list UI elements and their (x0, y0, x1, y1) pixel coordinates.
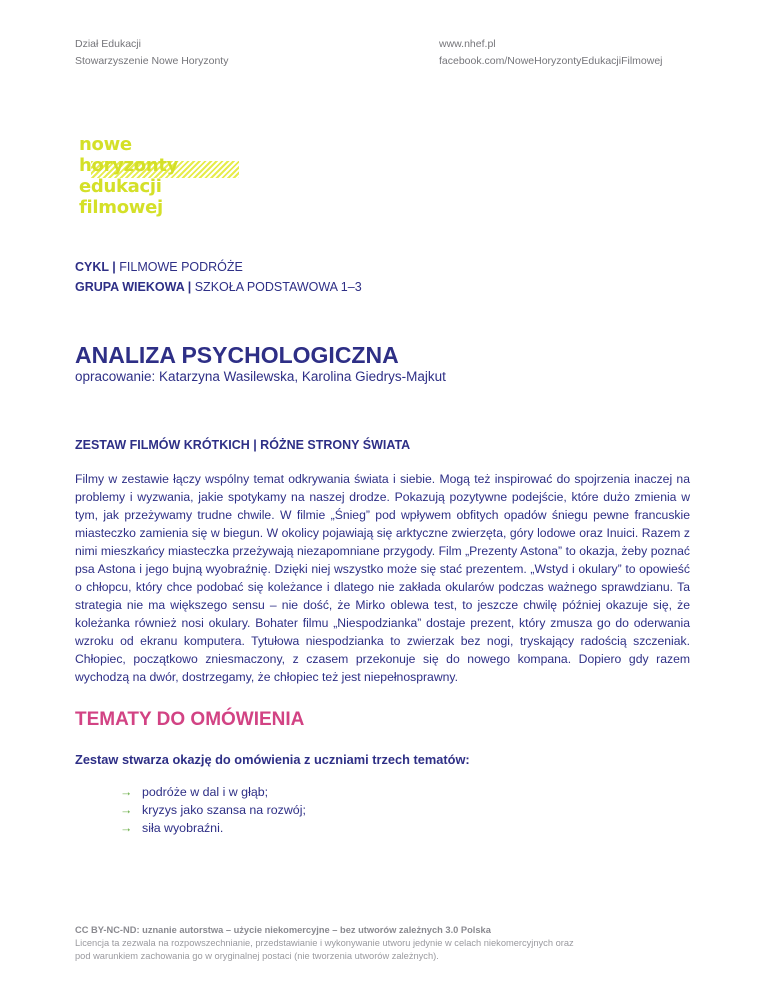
facebook-link[interactable]: facebook.com/NoweHoryzontyEdukacjiFilmowej (439, 55, 663, 67)
logo-line-2: horyzonty (79, 155, 179, 176)
age-group-label: GRUPA WIEKOWA | (75, 280, 192, 294)
arrow-right-icon: → (120, 803, 133, 817)
nowe-horyzonty-logo (79, 135, 239, 220)
logo-line-3: edukacji (79, 176, 162, 197)
description-paragraph: Filmy w zestawie łączy wspólny temat odkrywania świata i siebie. Mogą też inspirować do spojrzenia inaczej na problemy i wyzwania, jakie spotykamy na naszej drodze. Pokazują pozytywne podejście, które dużo zmienia w tym, jak przeżywamy trudne chwile. W filmie „Śnieg” pod wpływem obfitych opadów śniegu pewne francuskie miasteczko zamienia się w biegun. W okolicy pojawiają się arktyczne zwierzęta, góry lodowe oraz Inuici. Razem z nimi mieszkańcy miasteczka przeżywają niezapomniane przygody. Film „Prezenty Astona” to okazja, żeby poznać psa Astona i jego bujną wyobraźnię. Dzięki niej wszystko może się stać prezentem. „Wstyd i okulary” to opowieść o chłopcu, który chce podobać się koleżance i dlatego nie zakłada okularów podczas ważnego sprawdzianu. Ta strategia nie ma większego sensu – nie dość, że Mirko oblewa test, to jeszcze chwilę później okazuje się, że koleżanka również nosi okulary. Bohater filmu „Niespodzianka” dostaje prezent, który zmusza go do oderwania wzroku od ekranu komputera. Tytułowa niespodzianka to zwierzak bez nogi, tryskający radością szczeniak. Chłopiec, początkowo zniesmaczony, z czasem przekonuje się do nowego kompana. Dopiero gdy razem wychodzą na dwór, dostrzegamy, że chłopiec też jest niepełnosprawny. (75, 472, 690, 684)
authors-line: opracowanie: Katarzyna Wasilewska, Karolina Giedrys-Majkut (75, 369, 446, 384)
topic-text: siła wyobraźni. (142, 821, 224, 835)
license-footer (75, 924, 574, 963)
department-name: Dział Edukacji (75, 38, 141, 50)
logo-line-1: nowe (79, 134, 132, 155)
cycle-label: CYKL | (75, 260, 116, 274)
list-item (120, 801, 306, 819)
association-name: Stowarzyszenie Nowe Horyzonty (75, 55, 229, 67)
film-set-heading: ZESTAW FILMÓW KRÓTKICH | RÓŻNE STRONY ŚWIATA (75, 438, 411, 452)
age-group-row (75, 277, 362, 297)
list-item (120, 819, 306, 837)
cycle-info (75, 257, 362, 297)
logo-line-4: filmowej (79, 197, 163, 218)
license-text-line-2: pod warunkiem zachowania go w oryginalnej postaci (nie tworzenia utworów zależnych). (75, 951, 439, 961)
list-item (120, 783, 306, 801)
arrow-right-icon: → (120, 821, 133, 835)
cycle-row (75, 257, 362, 277)
topics-intro: Zestaw stwarza okazję do omówienia z uczniami trzech tematów: (75, 752, 470, 767)
age-group-value: SZKOŁA PODSTAWOWA 1–3 (194, 280, 362, 294)
website-link[interactable]: www.nhef.pl (439, 38, 496, 50)
license-title: CC BY-NC-ND: uznanie autorstwa – użycie niekomercyjne – bez utworów zależnych 3.0 Polska (75, 925, 491, 935)
topics-list (120, 783, 306, 837)
page-title: ANALIZA PSYCHOLOGICZNA (75, 342, 399, 368)
section-heading: TEMATY DO OMÓWIENIA (75, 709, 305, 730)
arrow-right-icon: → (120, 785, 133, 799)
topic-text: kryzys jako szansa na rozwój; (142, 803, 306, 817)
topic-text: podróże w dal i w głąb; (142, 785, 269, 799)
header-right (439, 36, 663, 70)
cycle-value: FILMOWE PODRÓŻE (119, 260, 243, 274)
header-left (75, 36, 228, 70)
license-text-line-1: Licencja ta zezwala na rozpowszechnianie, przedstawianie i wykonywanie utworu jedynie w celach niekomercyjnych oraz (75, 938, 574, 948)
